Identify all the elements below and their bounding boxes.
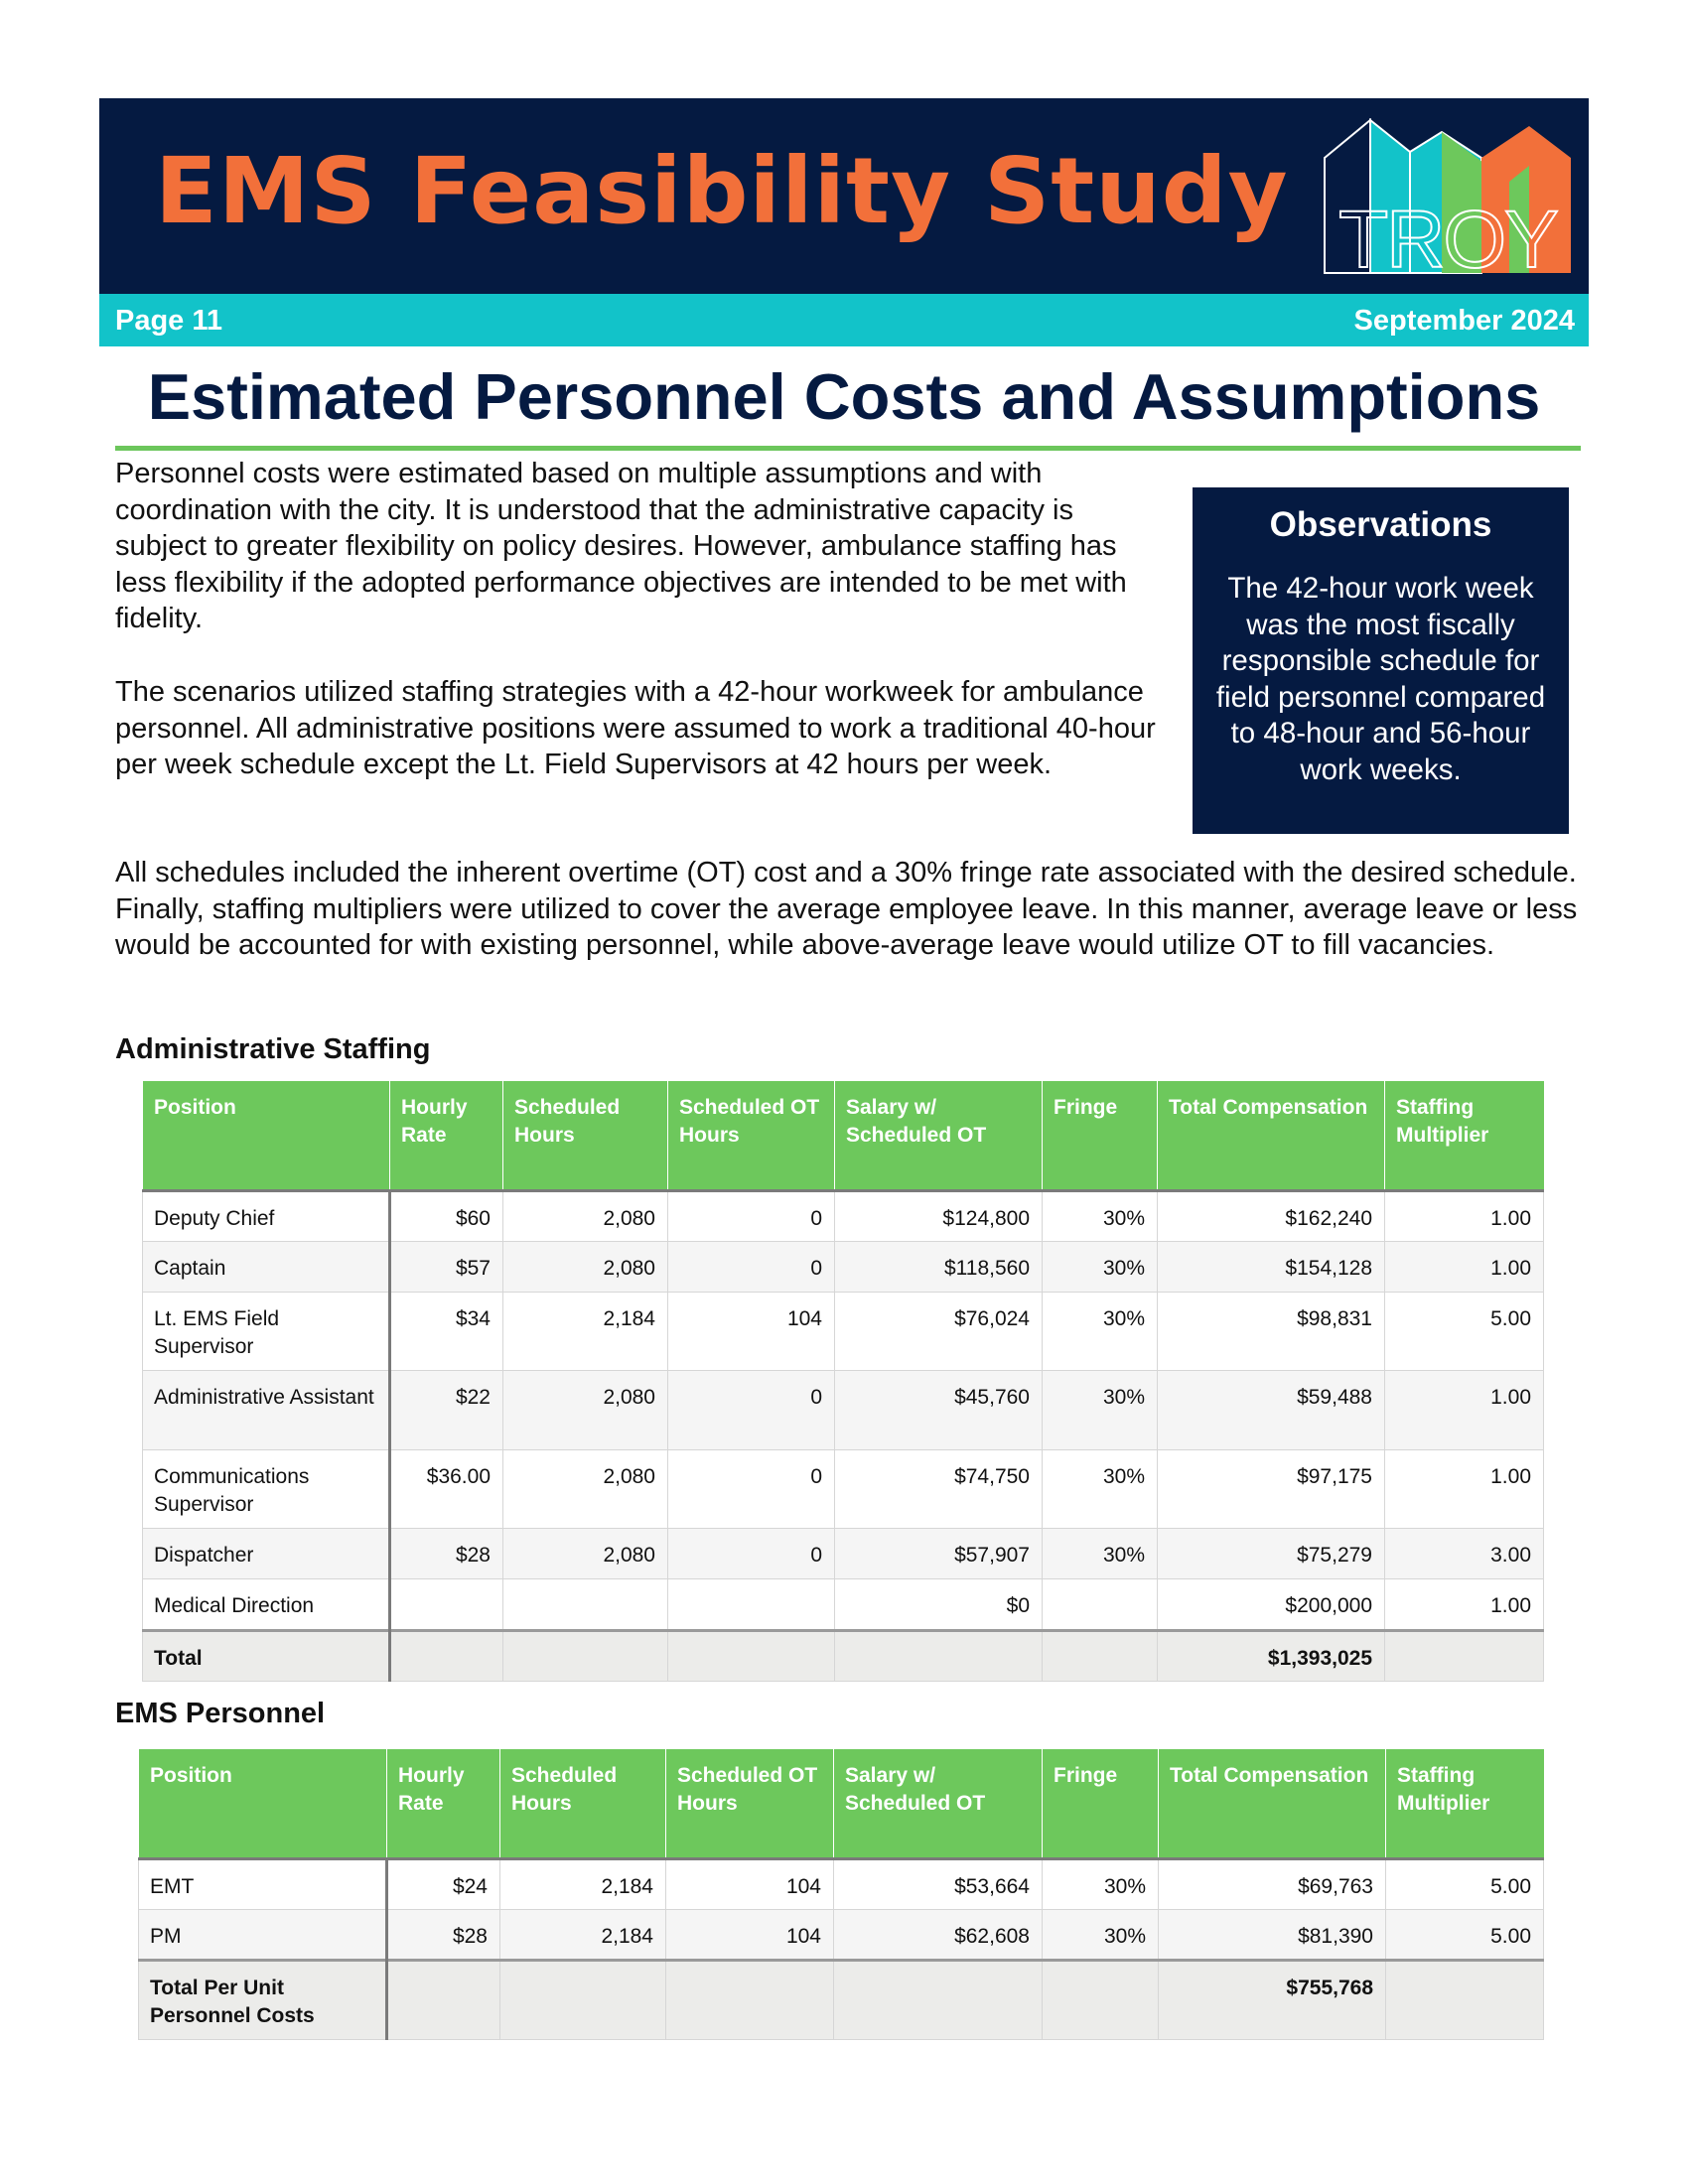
- table-cell: 104: [666, 1858, 834, 1909]
- table-cell: $0: [835, 1578, 1043, 1630]
- table-cell: [1043, 1960, 1159, 2039]
- table-cell: Total: [143, 1630, 390, 1681]
- table-cell: 104: [666, 1909, 834, 1960]
- table-cell: [500, 1960, 666, 2039]
- table-cell: Total Per Unit Personnel Costs: [139, 1960, 387, 2039]
- column-header: Scheduled OT Hours: [666, 1749, 834, 1858]
- table-cell: $1,393,025: [1158, 1630, 1385, 1681]
- paragraph-3: All schedules included the inherent overtime (OT) cost and a 30% fringe rate associated with the desired schedule. Finally, staffing multipliers were utilized to cover the average employee leave. In this manner, average leave or less would be accounted for with existing personnel, while above-average leave would utilize OT to fill vacancies.: [115, 857, 1578, 961]
- header-banner: [99, 98, 1589, 294]
- table-cell: 30%: [1043, 1370, 1158, 1449]
- table-cell: 30%: [1043, 1292, 1158, 1370]
- table-row: [143, 1370, 1544, 1449]
- table-cell: 2,184: [503, 1292, 668, 1370]
- table-cell: Dispatcher: [143, 1528, 390, 1578]
- table-cell: $98,831: [1158, 1292, 1385, 1370]
- heading-divider: [115, 446, 1581, 451]
- table-cell: 5.00: [1386, 1858, 1544, 1909]
- table-cell: $24: [387, 1858, 500, 1909]
- table-row: [139, 1909, 1544, 1960]
- table-cell: $62,608: [834, 1909, 1043, 1960]
- table-cell: [390, 1578, 503, 1630]
- table-cell: 0: [668, 1449, 835, 1528]
- table-cell: 30%: [1043, 1449, 1158, 1528]
- table-row: [143, 1449, 1544, 1528]
- observations-title: Observations: [1269, 505, 1492, 544]
- admin-staffing-title: Administrative Staffing: [115, 1033, 431, 1065]
- table-cell: 0: [668, 1528, 835, 1578]
- table-cell: [503, 1578, 668, 1630]
- table-total-row: [139, 1960, 1544, 2039]
- table-cell: $34: [390, 1292, 503, 1370]
- table-cell: $53,664: [834, 1858, 1043, 1909]
- table-cell: 104: [668, 1292, 835, 1370]
- observations-box: [1193, 487, 1569, 834]
- table-cell: 2,080: [503, 1190, 668, 1241]
- column-header: Scheduled Hours: [503, 1081, 668, 1190]
- table-cell: 1.00: [1385, 1578, 1544, 1630]
- table-cell: $57: [390, 1241, 503, 1292]
- page-info-strip: [99, 294, 1589, 346]
- column-header: Position: [143, 1081, 390, 1190]
- table-row: [143, 1190, 1544, 1241]
- publication-date: September 2024: [1353, 305, 1575, 337]
- paragraph-1: Personnel costs were estimated based on multiple assumptions and with coordination with the city. It is understood that the administrative capacity is subject to greater flexibility on policy desires. However, ambulance staffing has less flexibility if the adopted performance objectives are intended to be met with fidelity.: [115, 458, 1127, 634]
- table-cell: Captain: [143, 1241, 390, 1292]
- table-cell: [387, 1960, 500, 2039]
- table-cell: $154,128: [1158, 1241, 1385, 1292]
- table-cell: $28: [390, 1528, 503, 1578]
- table-cell: 30%: [1043, 1909, 1159, 1960]
- paragraph-2: The scenarios utilized staffing strategies with a 42-hour workweek for ambulance personnel. All administrative positions were assumed to work a traditional 40-hour per week schedule except the Lt. Field Supervisors at 42 hours per week.: [115, 676, 1156, 780]
- table-row: [139, 1858, 1544, 1909]
- observations-text: The 42-hour work week was the most fiscally responsible schedule for field personnel compared to 48-hour and 56-hour work weeks.: [1215, 572, 1546, 786]
- column-header: Salary w/ Scheduled OT: [835, 1081, 1043, 1190]
- admin-staffing-table: [142, 1081, 1544, 1682]
- table-cell: 1.00: [1385, 1190, 1544, 1241]
- table-cell: [503, 1630, 668, 1681]
- ems-personnel-title: EMS Personnel: [115, 1698, 326, 1729]
- column-header: Fringe: [1043, 1081, 1158, 1190]
- table-cell: EMT: [139, 1858, 387, 1909]
- table-cell: Administrative Assistant: [143, 1370, 390, 1449]
- table-cell: $75,279: [1158, 1528, 1385, 1578]
- table-cell: 3.00: [1385, 1528, 1544, 1578]
- table-cell: 2,080: [503, 1241, 668, 1292]
- table-cell: 30%: [1043, 1858, 1159, 1909]
- table-cell: $45,760: [835, 1370, 1043, 1449]
- table-header-row: [139, 1749, 1544, 1858]
- table-row: [143, 1292, 1544, 1370]
- column-header: Scheduled Hours: [500, 1749, 666, 1858]
- table-row: [143, 1241, 1544, 1292]
- table-cell: PM: [139, 1909, 387, 1960]
- table-cell: $74,750: [835, 1449, 1043, 1528]
- table-cell: 30%: [1043, 1528, 1158, 1578]
- table-cell: $118,560: [835, 1241, 1043, 1292]
- table-cell: 1.00: [1385, 1449, 1544, 1528]
- table-cell: Lt. EMS Field Supervisor: [143, 1292, 390, 1370]
- table-cell: $60: [390, 1190, 503, 1241]
- table-total-row: [143, 1630, 1544, 1681]
- table-cell: $76,024: [835, 1292, 1043, 1370]
- table-cell: $200,000: [1158, 1578, 1385, 1630]
- table-cell: 30%: [1043, 1241, 1158, 1292]
- table-cell: 2,184: [500, 1858, 666, 1909]
- table-cell: $755,768: [1159, 1960, 1386, 2039]
- table-cell: $124,800: [835, 1190, 1043, 1241]
- table-cell: 2,080: [503, 1528, 668, 1578]
- table-cell: 2,080: [503, 1370, 668, 1449]
- column-header: Position: [139, 1749, 387, 1858]
- table-cell: $22: [390, 1370, 503, 1449]
- troy-logo: [1323, 118, 1573, 275]
- table-row: [143, 1578, 1544, 1630]
- table-cell: 0: [668, 1370, 835, 1449]
- table-cell: 1.00: [1385, 1241, 1544, 1292]
- logo-lettering: TROY: [1338, 195, 1557, 275]
- column-header: Staffing Multiplier: [1386, 1749, 1544, 1858]
- table-cell: [1385, 1630, 1544, 1681]
- table-cell: Medical Direction: [143, 1578, 390, 1630]
- table-cell: 5.00: [1386, 1909, 1544, 1960]
- table-cell: [390, 1630, 503, 1681]
- table-header-row: [143, 1081, 1544, 1190]
- column-header: Total Compensation: [1158, 1081, 1385, 1190]
- page-number: Page 11: [115, 305, 223, 337]
- table-cell: $59,488: [1158, 1370, 1385, 1449]
- table-cell: [668, 1630, 835, 1681]
- table-cell: 0: [668, 1190, 835, 1241]
- table-cell: [1043, 1578, 1158, 1630]
- column-header: Hourly Rate: [387, 1749, 500, 1858]
- table-cell: $36.00: [390, 1449, 503, 1528]
- page-title: Estimated Personnel Costs and Assumptions: [147, 360, 1541, 433]
- table-cell: $28: [387, 1909, 500, 1960]
- table-row: [143, 1528, 1544, 1578]
- column-header: Hourly Rate: [390, 1081, 503, 1190]
- table-cell: $97,175: [1158, 1449, 1385, 1528]
- table-cell: 1.00: [1385, 1370, 1544, 1449]
- table-cell: Communications Supervisor: [143, 1449, 390, 1528]
- table-cell: $69,763: [1159, 1858, 1386, 1909]
- table-cell: [666, 1960, 834, 2039]
- table-cell: 2,184: [500, 1909, 666, 1960]
- column-header: Salary w/ Scheduled OT: [834, 1749, 1043, 1858]
- column-header: Fringe: [1043, 1749, 1159, 1858]
- table-cell: 30%: [1043, 1190, 1158, 1241]
- table-cell: $57,907: [835, 1528, 1043, 1578]
- table-cell: 0: [668, 1241, 835, 1292]
- table-cell: $162,240: [1158, 1190, 1385, 1241]
- table-cell: Deputy Chief: [143, 1190, 390, 1241]
- table-cell: $81,390: [1159, 1909, 1386, 1960]
- document-title: EMS Feasibility Study: [155, 138, 1289, 244]
- ems-personnel-table: [138, 1749, 1544, 2040]
- table-cell: [668, 1578, 835, 1630]
- table-cell: [834, 1960, 1043, 2039]
- column-header: Total Compensation: [1159, 1749, 1386, 1858]
- column-header: Staffing Multiplier: [1385, 1081, 1544, 1190]
- table-cell: [835, 1630, 1043, 1681]
- table-cell: 5.00: [1385, 1292, 1544, 1370]
- column-header: Scheduled OT Hours: [668, 1081, 835, 1190]
- table-cell: [1386, 1960, 1544, 2039]
- table-cell: [1043, 1630, 1158, 1681]
- table-cell: 2,080: [503, 1449, 668, 1528]
